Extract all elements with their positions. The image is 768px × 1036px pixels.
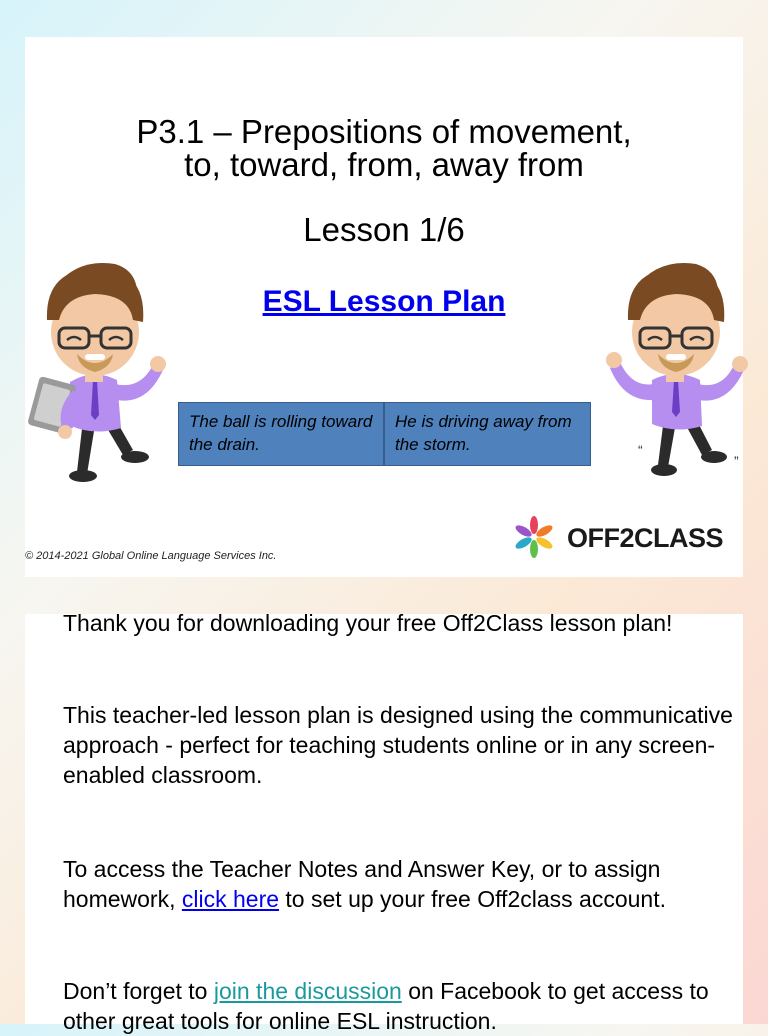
intro-page [25, 610, 743, 1034]
off2class-logo [510, 515, 740, 559]
svg-text:”: ” [734, 453, 739, 469]
lesson-number: Lesson 1/6 [303, 211, 465, 248]
access-text-after: to set up your free Off2class account. [279, 886, 666, 912]
join-discussion-link[interactable]: join the discussion [213, 978, 402, 1004]
access-text-before: To access the Teacher Notes and Answer Key, or to assign homework, [63, 856, 661, 912]
title-line-1: P3.1 – Prepositions of movement, [136, 113, 632, 150]
copyright-notice: © 2014-2021 Global Online Language Services Inc. [25, 550, 277, 562]
description-paragraph: This teacher-led lesson plan is designed using the communicative approach - perfect for teaching students online or in any screen-enabled classroom. [63, 702, 733, 788]
discussion-text-before: Don’t forget to [63, 978, 214, 1004]
esl-lesson-plan-link-text[interactable]: ESL Lesson Plan [262, 285, 506, 318]
logo-text: OFF2CLASS [567, 523, 724, 553]
slide-title [25, 115, 743, 181]
teacher-character-left-icon [25, 250, 175, 495]
svg-text:“: “ [638, 442, 643, 458]
teacher-character-right-icon [602, 250, 752, 495]
discussion-text-after: on Facebook to get access to other great tools for online ESL instruction. [63, 978, 709, 1034]
access-paragraph [63, 854, 753, 914]
discussion-paragraph [63, 976, 753, 1036]
thank-you-paragraph: Thank you for downloading your free Off2Class lesson plan! [63, 610, 673, 636]
slide-page [25, 37, 743, 577]
title-line-2: to, toward, from, away from [184, 146, 584, 183]
off2class-flower-logo-icon [510, 515, 562, 559]
caption-box-right: He is driving away from the storm. [384, 402, 591, 466]
click-here-link[interactable]: click here [181, 886, 280, 912]
caption-box-left: The ball is rolling toward the drain. [178, 402, 384, 466]
